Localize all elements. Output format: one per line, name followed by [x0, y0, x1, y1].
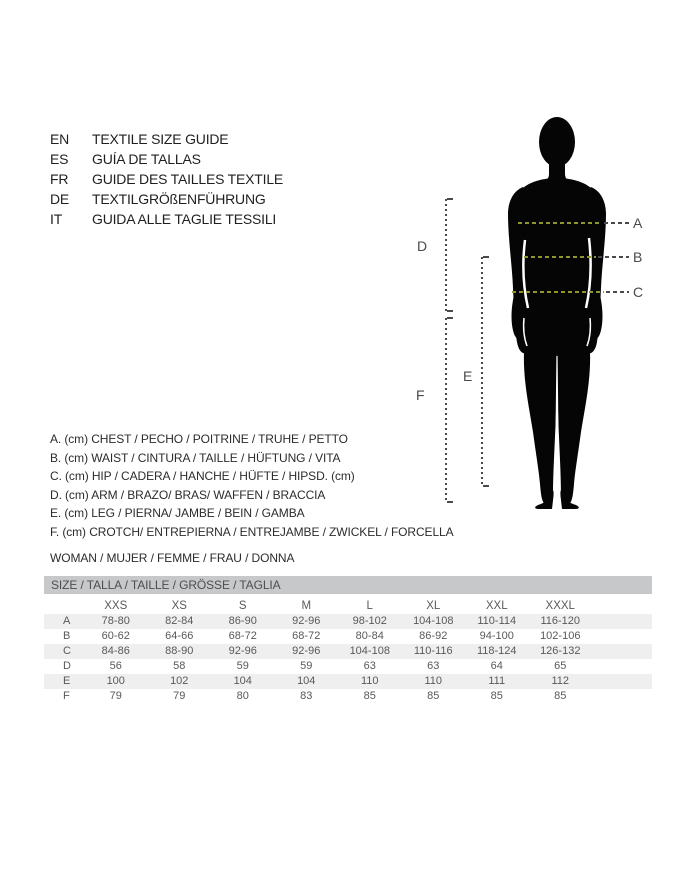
- legend-line: F. (cm) CROTCH/ ENTREPIERNA / ENTREJAMBE / ZWICKEL / FORCELLA: [50, 524, 454, 539]
- size-column-header: L: [366, 600, 373, 612]
- language-title: GUIDE DES TAILLES TEXTILE: [92, 171, 284, 187]
- leg-line-tick-top: [483, 256, 489, 258]
- table-row: [44, 674, 652, 689]
- spacer-cell: [592, 598, 652, 614]
- spacer-cell: [592, 629, 652, 644]
- size-value-cell: 102: [170, 675, 189, 687]
- size-column-headers: [44, 598, 652, 614]
- size-value-cell: 92-96: [292, 615, 321, 627]
- spacer-cell: [592, 644, 652, 659]
- arm-line-tick-top: [447, 198, 453, 200]
- size-corner-cell: [44, 598, 84, 614]
- size-value-cell: 84-86: [101, 645, 130, 657]
- woman-silhouette: [495, 112, 619, 512]
- spacer-cell: [592, 674, 652, 689]
- row-label: D: [63, 660, 71, 672]
- row-label: B: [63, 630, 71, 642]
- size-value-cell: 104: [233, 675, 252, 687]
- language-row: [50, 129, 283, 149]
- table-row: [44, 659, 652, 674]
- language-row: [50, 169, 283, 189]
- language-title: TEXTILE SIZE GUIDE: [92, 131, 229, 147]
- size-value-cell: 63: [427, 660, 440, 672]
- size-value-cell: 110: [360, 675, 379, 687]
- size-value-cell: 80-84: [355, 630, 384, 642]
- size-value-cell: 59: [300, 660, 313, 672]
- label-arm-d: D: [417, 238, 427, 254]
- table-title-woman: WOMAN / MUJER / FEMME / FRAU / DONNA: [50, 551, 295, 565]
- size-value-cell: 102-106: [540, 630, 581, 642]
- size-value-cell: 64: [490, 660, 503, 672]
- language-code: IT: [50, 211, 63, 227]
- size-column-header: XS: [171, 600, 187, 612]
- label-leg-e: E: [463, 368, 473, 384]
- waist-line-extension: [598, 256, 629, 258]
- leg-measure-line: [481, 257, 483, 487]
- size-table: [44, 576, 652, 704]
- size-value-cell: 100: [106, 675, 125, 687]
- size-value-cell: 56: [109, 660, 122, 672]
- size-value-cell: 78-80: [101, 615, 130, 627]
- size-table-body: [44, 614, 652, 704]
- measurement-legend: [50, 430, 454, 542]
- legend-line: A. (cm) CHEST / PECHO / POITRINE / TRUHE / PETTO: [50, 432, 348, 446]
- size-value-cell: 104: [297, 675, 316, 687]
- size-value-cell: 104-108: [413, 615, 454, 627]
- size-value-cell: 94-100: [479, 630, 514, 642]
- hip-line-extension: [606, 291, 629, 293]
- leg-line-tick-bottom: [483, 485, 489, 487]
- size-value-cell: 98-102: [352, 615, 387, 627]
- size-value-cell: 59: [236, 660, 249, 672]
- size-table-header-bar: SIZE / TALLA / TAILLE / GRÖSSE / TAGLIA: [44, 576, 652, 594]
- size-column-header: XL: [426, 600, 441, 612]
- row-label: E: [63, 675, 71, 687]
- size-value-cell: 92-96: [292, 645, 321, 657]
- size-value-cell: 110-114: [477, 615, 517, 627]
- size-value-cell: 85: [363, 690, 376, 702]
- size-value-cell: 86-92: [419, 630, 448, 642]
- spacer-cell: [592, 689, 652, 704]
- table-row: [44, 689, 652, 704]
- size-column-header: M: [301, 600, 312, 612]
- size-value-cell: 63: [363, 660, 376, 672]
- size-value-cell: 79: [109, 690, 122, 702]
- row-label: A: [63, 615, 71, 627]
- size-column-header: S: [238, 600, 247, 612]
- size-value-cell: 104-108: [349, 645, 390, 657]
- size-value-cell: 111: [488, 675, 506, 687]
- size-value-cell: 60-62: [101, 630, 130, 642]
- legend-line: E. (cm) LEG / PIERNA/ JAMBE / BEIN / GAMBA: [50, 506, 305, 521]
- size-value-cell: 65: [554, 660, 567, 672]
- size-value-cell: 83: [300, 690, 313, 702]
- size-value-cell: 92-96: [228, 645, 257, 657]
- language-title: TEXTILGRÖßENFÜHRUNG: [92, 191, 266, 207]
- label-crotch-f: F: [416, 387, 425, 403]
- language-code: DE: [50, 191, 70, 207]
- size-value-cell: 64-66: [165, 630, 194, 642]
- crotch-line-tick-top: [447, 317, 453, 319]
- size-value-cell: 112: [551, 675, 570, 687]
- legend-line: B. (cm) WAIST / CINTURA / TAILLE / HÜFTUNG / VITA: [50, 450, 341, 465]
- legend-line: D. (cm) ARM / BRAZO/ BRAS/ WAFFEN / BRACCIA: [50, 487, 326, 502]
- size-value-cell: 68-72: [292, 630, 321, 642]
- chest-line-extension: [604, 222, 629, 224]
- language-code: ES: [50, 151, 69, 167]
- size-value-cell: 68-72: [228, 630, 257, 642]
- size-value-cell: 118-124: [476, 645, 517, 657]
- size-value-cell: 85: [427, 690, 440, 702]
- label-waist-b: B: [633, 249, 643, 265]
- size-value-cell: 110: [424, 675, 443, 687]
- language-title: GUIDA ALLE TAGLIE TESSILI: [92, 211, 277, 227]
- size-value-cell: 126-132: [540, 645, 581, 657]
- spacer-cell: [592, 659, 652, 674]
- size-value-cell: 82-84: [165, 615, 194, 627]
- size-value-cell: 58: [173, 660, 186, 672]
- label-hip-c: C: [633, 284, 643, 300]
- language-code: EN: [50, 131, 70, 147]
- hip-line-on-body: [512, 291, 604, 293]
- silhouette-leg-left: [524, 327, 557, 505]
- arm-line-tick-bottom: [447, 310, 453, 312]
- row-label: F: [63, 690, 70, 702]
- legend-line: C. (cm) HIP / CADERA / HANCHE / HÜFTE / HIPSD. (cm): [50, 469, 355, 484]
- silhouette-leg-right: [557, 327, 590, 505]
- chest-line-on-body: [518, 222, 602, 224]
- size-value-cell: 88-90: [165, 645, 194, 657]
- row-label: C: [63, 645, 71, 657]
- spacer-cell: [592, 614, 652, 629]
- arm-measure-line: [445, 199, 447, 312]
- language-title-list: [50, 129, 283, 229]
- language-row: [50, 149, 283, 169]
- language-code: FR: [50, 171, 69, 187]
- size-value-cell: 79: [173, 690, 186, 702]
- size-column-header: XXXL: [545, 600, 575, 612]
- size-value-cell: 85: [554, 690, 567, 702]
- language-row: [50, 209, 283, 229]
- size-value-cell: 85: [490, 690, 503, 702]
- size-value-cell: 110-116: [413, 645, 453, 657]
- table-row: [44, 629, 652, 644]
- size-value-cell: 116-120: [540, 615, 581, 627]
- size-column-header: XXL: [485, 600, 508, 612]
- language-title: GUÍA DE TALLAS: [92, 151, 201, 167]
- waist-line-on-body: [524, 256, 596, 258]
- table-row: [44, 614, 652, 629]
- size-value-cell: 86-90: [228, 615, 257, 627]
- size-column-header: XXS: [104, 600, 128, 612]
- size-value-cell: 80: [236, 690, 249, 702]
- table-row: [44, 644, 652, 659]
- label-chest-a: A: [633, 215, 643, 231]
- language-row: [50, 189, 283, 209]
